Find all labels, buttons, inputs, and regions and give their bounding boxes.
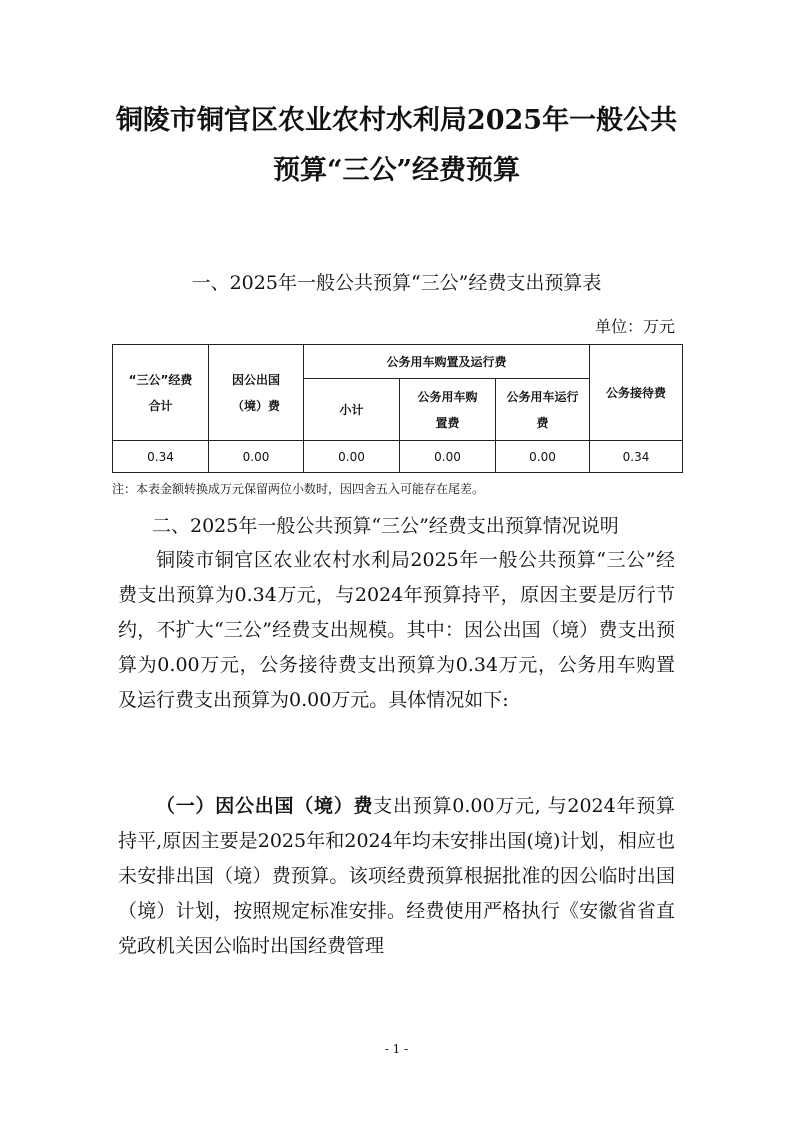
title-line-1: 铜陵市铜官区农业农村水利局2025年一般公共 — [115, 105, 678, 136]
header-reception: 公务接待费 — [590, 345, 683, 441]
table-row — [113, 441, 683, 473]
document-title — [60, 96, 733, 196]
title-line-2: 预算“三公”经费预算 — [272, 155, 521, 186]
paragraph-2-text: 支出预算0.00万元, 与2024年预算持平,原因主要是2025年和2024年均未安排出国(境)计划，相应也未安排出国（境）费预算。该项经费预算根据批准的因公临时出国（境）计划，按照规定标准安排。经费使用严格执行《安徽省省直党政机关因公临时出国经费管理 — [118, 795, 675, 957]
paragraph-2 — [118, 789, 675, 964]
header-abroad-line2: （境）费 — [231, 398, 280, 413]
header-purchase — [400, 379, 496, 441]
cell-total: 0.34 — [113, 441, 209, 473]
unit-label: 单位：万元 — [594, 317, 675, 336]
header-subtotal: 小计 — [304, 379, 400, 441]
paragraph-2-lead: （一）因公出国（境）费 — [156, 795, 374, 817]
header-operation — [496, 379, 590, 441]
header-total-line1: “三公”经费 — [128, 372, 193, 387]
paragraph-1: 铜陵市铜官区农业农村水利局2025年一般公共预算“三公”经费支出预算为0.34万元，与2024年预算持平，原因主要是厉行节约，不扩大“三公”经费支出规模。其中：因公出国（境）费支出预算为0.00万元，公务接待费支出预算为0.34万元，公务用车购置及运行费支出预算为0.00万元。具体情况如下: — [118, 549, 675, 711]
header-total — [113, 345, 209, 441]
cell-operation: 0.00 — [496, 441, 590, 473]
cell-subtotal: 0.00 — [304, 441, 400, 473]
cell-purchase: 0.00 — [400, 441, 496, 473]
section-1-title: 一、2025年一般公共预算“三公”经费支出预算表 — [191, 272, 602, 294]
three-public-expense-table — [112, 344, 683, 473]
header-purchase-line2: 置费 — [435, 415, 460, 430]
table-note: 注：本表金额转换成万元保留两位小数时，因四舍五入可能存在尾差。 — [112, 482, 485, 496]
header-operation-line1: 公务用车运行 — [506, 389, 579, 404]
cell-reception: 0.34 — [590, 441, 683, 473]
header-purchase-line1: 公务用车购 — [417, 389, 478, 404]
section-2-title: 二、2025年一般公共预算“三公”经费支出预算情况说明 — [152, 515, 619, 537]
header-abroad — [209, 345, 304, 441]
header-total-line2: 合计 — [148, 398, 173, 413]
header-operation-line2: 费 — [536, 415, 549, 430]
page-number: - 1 - — [384, 1042, 409, 1056]
header-abroad-line1: 因公出国 — [231, 372, 280, 387]
header-vehicle-group: 公务用车购置及运行费 — [304, 345, 590, 379]
cell-abroad: 0.00 — [209, 441, 304, 473]
